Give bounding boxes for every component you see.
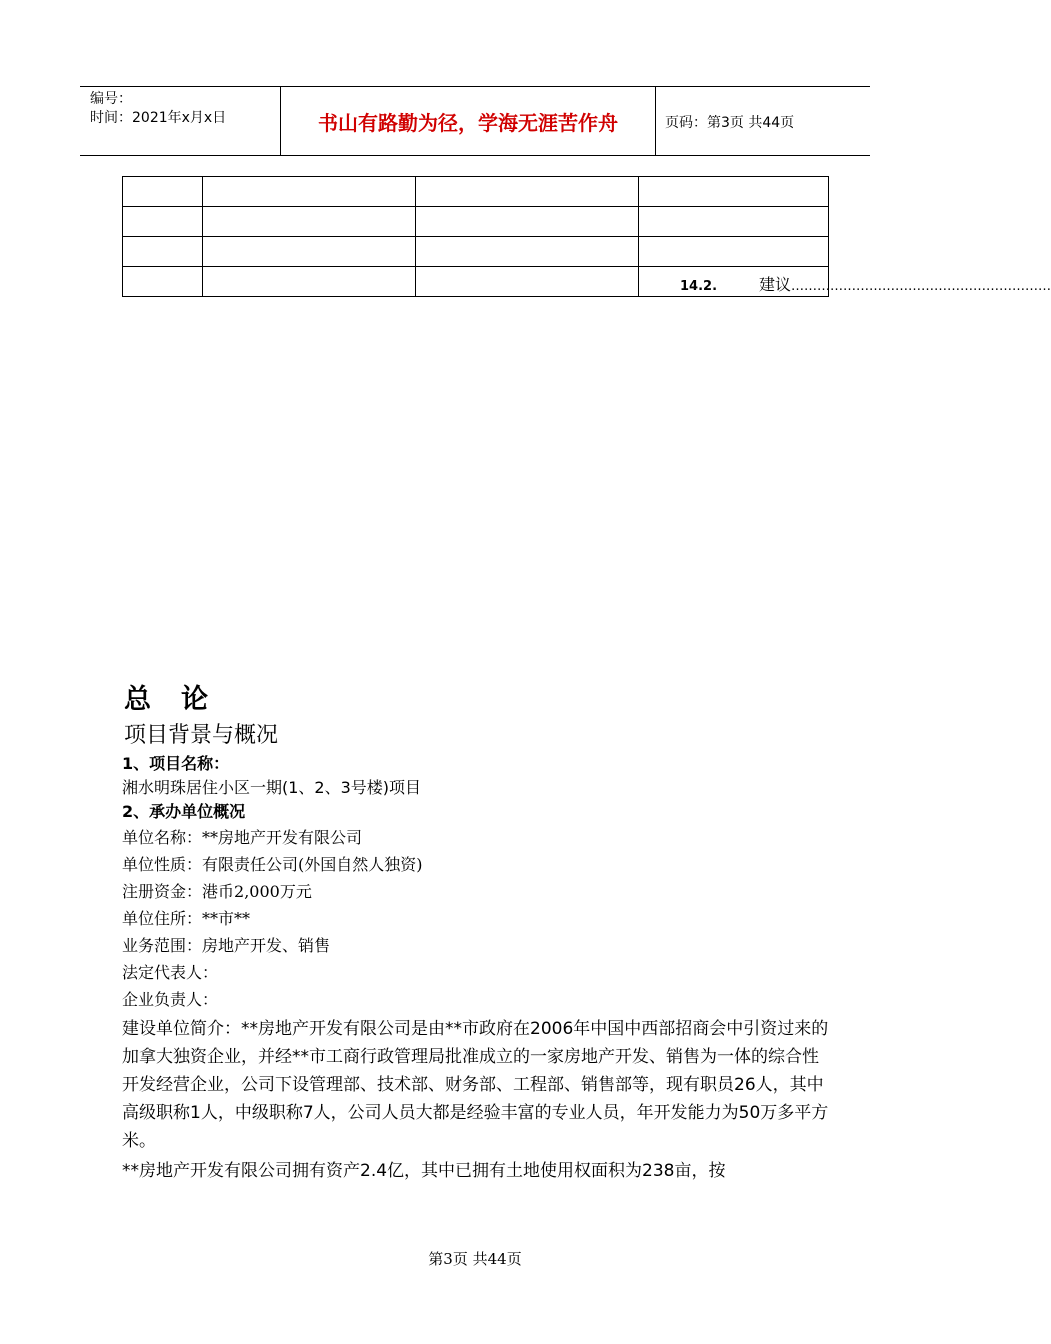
table-cell (416, 177, 639, 207)
table-row (123, 207, 829, 237)
table-cell (203, 237, 416, 267)
section-title: 总论 (124, 684, 238, 715)
field-key: 法定代表人： (122, 963, 219, 982)
table-row (123, 237, 829, 267)
organizer-heading: 2、承办单位概况 (122, 802, 246, 821)
field-value: **房地产开发有限公司 (202, 828, 363, 847)
field-key: 单位性质： (122, 855, 203, 874)
field-value: 房地产开发、销售 (202, 936, 331, 955)
company-assets-paragraph: **房地产开发有限公司拥有资产2.4亿，其中已拥有土地使用权面积为238亩，按 (122, 1161, 726, 1181)
field-key: 企业负责人： (122, 990, 219, 1009)
table-cell (639, 237, 829, 267)
date-label: 时间：2021年x月x日 (90, 110, 227, 126)
field-row (122, 905, 832, 932)
field-value: **市** (202, 909, 251, 928)
table-cell (416, 207, 639, 237)
toc-label: 建议 (759, 275, 792, 294)
field-value: 有限责任公司(外国自然人独资) (202, 855, 423, 874)
page-footer: 第3页 共44页 (428, 1250, 522, 1268)
field-row (122, 851, 832, 878)
field-row (122, 932, 832, 959)
page-header (80, 86, 870, 156)
field-value: 港币2,000万元 (202, 882, 312, 901)
section-subtitle: 项目背景与概况 (124, 723, 279, 748)
field-row (122, 986, 832, 1013)
project-name-text: 湘水明珠居住小区一期(1、2、3号楼)项目 (122, 778, 422, 797)
toc-leader-dots: …………………………………………………… (791, 279, 1051, 294)
table-cell (416, 267, 639, 297)
header-meta (90, 90, 226, 128)
project-name-heading: 1、项目名称： (122, 754, 230, 773)
table-cell (203, 177, 416, 207)
table-cell (416, 237, 639, 267)
field-key: 注册资金： (122, 882, 203, 901)
toc-entry[interactable] (680, 272, 1051, 295)
header-motto: 书山有路勤为径，学海无涯苦作舟 (318, 110, 618, 135)
table-cell (639, 207, 829, 237)
toc-number: 14.2. (680, 279, 718, 294)
field-key: 单位名称： (122, 828, 203, 847)
table-cell (203, 207, 416, 237)
field-row (122, 824, 832, 851)
header-divider (655, 87, 656, 155)
field-key: 单位住所： (122, 909, 203, 928)
field-key: 业务范围： (122, 936, 203, 955)
document-body (122, 680, 832, 1185)
table-cell (123, 267, 203, 297)
serial-number-label: 编号： (90, 91, 132, 107)
table-cell (123, 237, 203, 267)
table-row (123, 177, 829, 207)
field-row (122, 959, 832, 986)
field-row (122, 878, 832, 905)
table-cell (123, 177, 203, 207)
table-cell (123, 207, 203, 237)
table-cell (639, 177, 829, 207)
header-page-number: 页码：第3页 共44页 (665, 115, 795, 131)
company-intro-paragraph: 建设单位简介：**房地产开发有限公司是由**市政府在2006年中国中西部招商会中引资过来的加拿大独资企业，并经**市工商行政管理局批准成立的一家房地产开发、销售为一体的综合性开发经营企业，公司下设管理部、技术部、财务部、工程部、销售部等，现有职员26人，其中高级职称1人，中级职称7人，公司人员大都是经验丰富的专业人员，年开发能力为50万多平方米。 (122, 1019, 829, 1151)
table-cell (203, 267, 416, 297)
